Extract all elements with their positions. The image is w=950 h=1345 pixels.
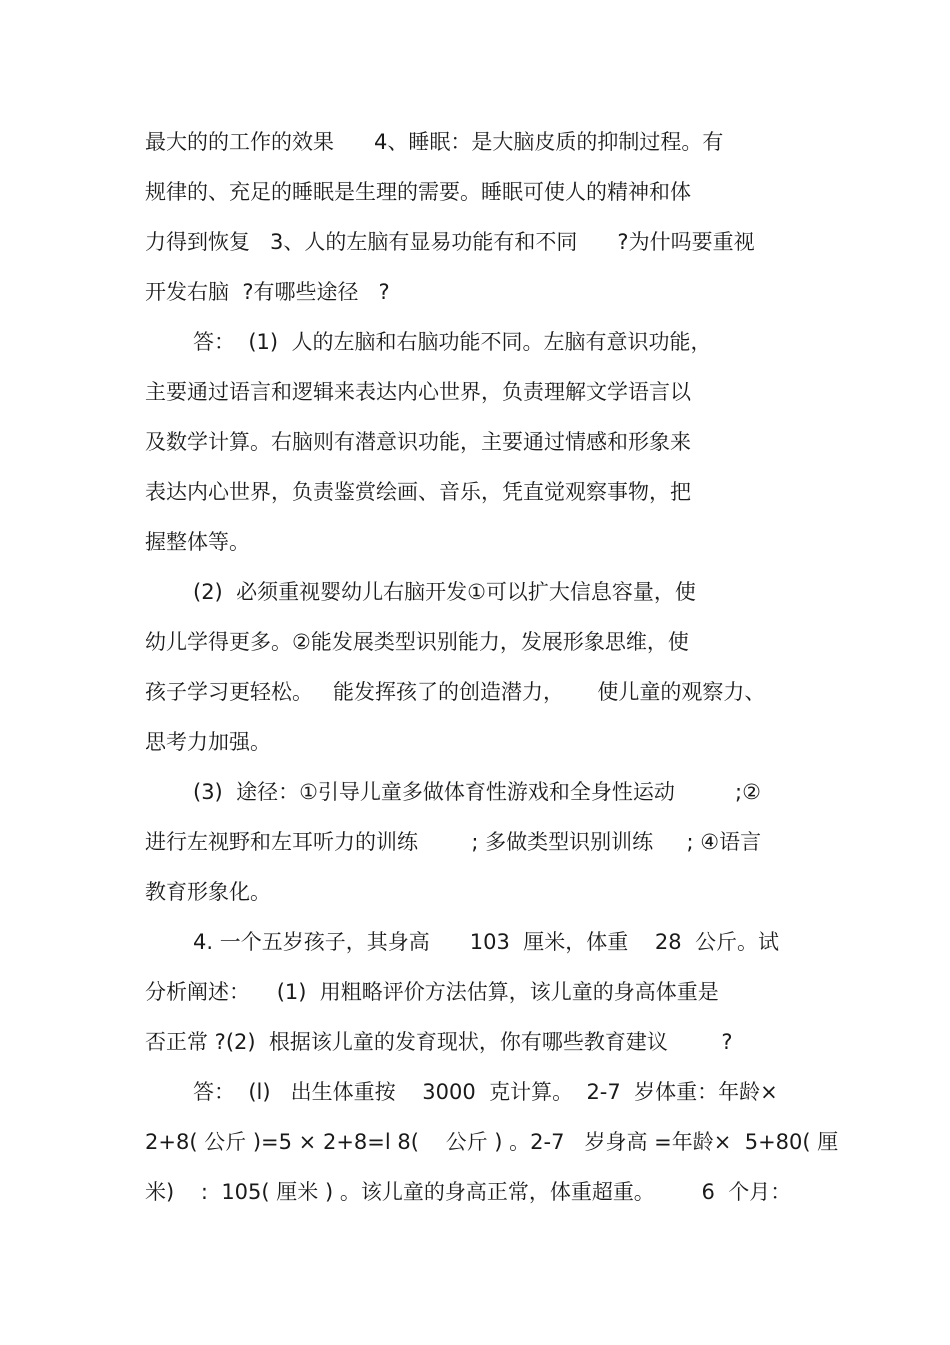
text-line: 主要通过语言和逻辑来表达内心世界，负责理解文学语言以 — [145, 380, 691, 404]
text-line: 幼儿学得更多。②能发展类型识别能力，发展形象思维，使 — [145, 630, 689, 654]
text-line: 规律的、充足的睡眠是生理的需要。睡眠可使人的精神和体 — [145, 180, 691, 204]
document-body — [0, 117, 950, 1217]
text-line: 表达内心世界，负责鉴赏绘画、音乐，凭直觉观察事物，把 — [145, 480, 691, 504]
text-line: 孩子学习更轻松。 能发挥孩了的创造潜力， 使儿童的观察力、 — [145, 680, 766, 704]
text-line: 及数学计算。右脑则有潜意识功能，主要通过情感和形象来 — [145, 430, 691, 454]
text-line: 教育形象化。 — [145, 880, 271, 904]
text-line: 答： (1) 人的左脑和右脑功能不同。左脑有意识功能， — [193, 330, 712, 354]
text-line: 开发右脑 ?有哪些途径 ? — [145, 280, 390, 304]
text-line: 分析阐述： (1) 用粗略评价方法估算，该儿童的身高体重是 — [145, 980, 719, 1004]
text-line: 米) : 105( 厘米 ) 。该儿童的身高正常，体重超重。 6 个月： — [145, 1180, 792, 1204]
text-line: (3) 途径：①引导儿童多做体育性游戏和全身性运动 ;② — [193, 780, 761, 804]
text-line: 2+8( 公斤 )=5 × 2+8=l 8( 公斤 ) 。2-7 岁身高 =年龄× 5+80( 厘 — [145, 1130, 839, 1154]
text-line: (2) 必须重视婴幼儿右脑开发①可以扩大信息容量，使 — [193, 580, 696, 604]
text-line: 进行左视野和左耳听力的训练 ; 多做类型识别训练 ; ④语言 — [145, 830, 762, 854]
text-line: 力得到恢复 3、人的左脑有显易功能有和不同 ?为什吗要重视 — [145, 230, 755, 254]
text-line: 否正常 ?(2) 根据该儿童的发育现状，你有哪些教育建议 ? — [145, 1030, 733, 1054]
text-line: 握整体等。 — [145, 530, 250, 554]
text-line: 最大的的工作的效果 4、睡眠：是大脑皮质的抑制过程。有 — [145, 130, 724, 154]
text-line: 答： (l) 出生体重按 3000 克计算。 2-7 岁体重：年龄× — [193, 1080, 778, 1104]
text-line: 思考力加强。 — [145, 730, 271, 754]
text-line: 4. 一个五岁孩子，其身高 103 厘米，体重 28 公斤。试 — [193, 930, 779, 954]
